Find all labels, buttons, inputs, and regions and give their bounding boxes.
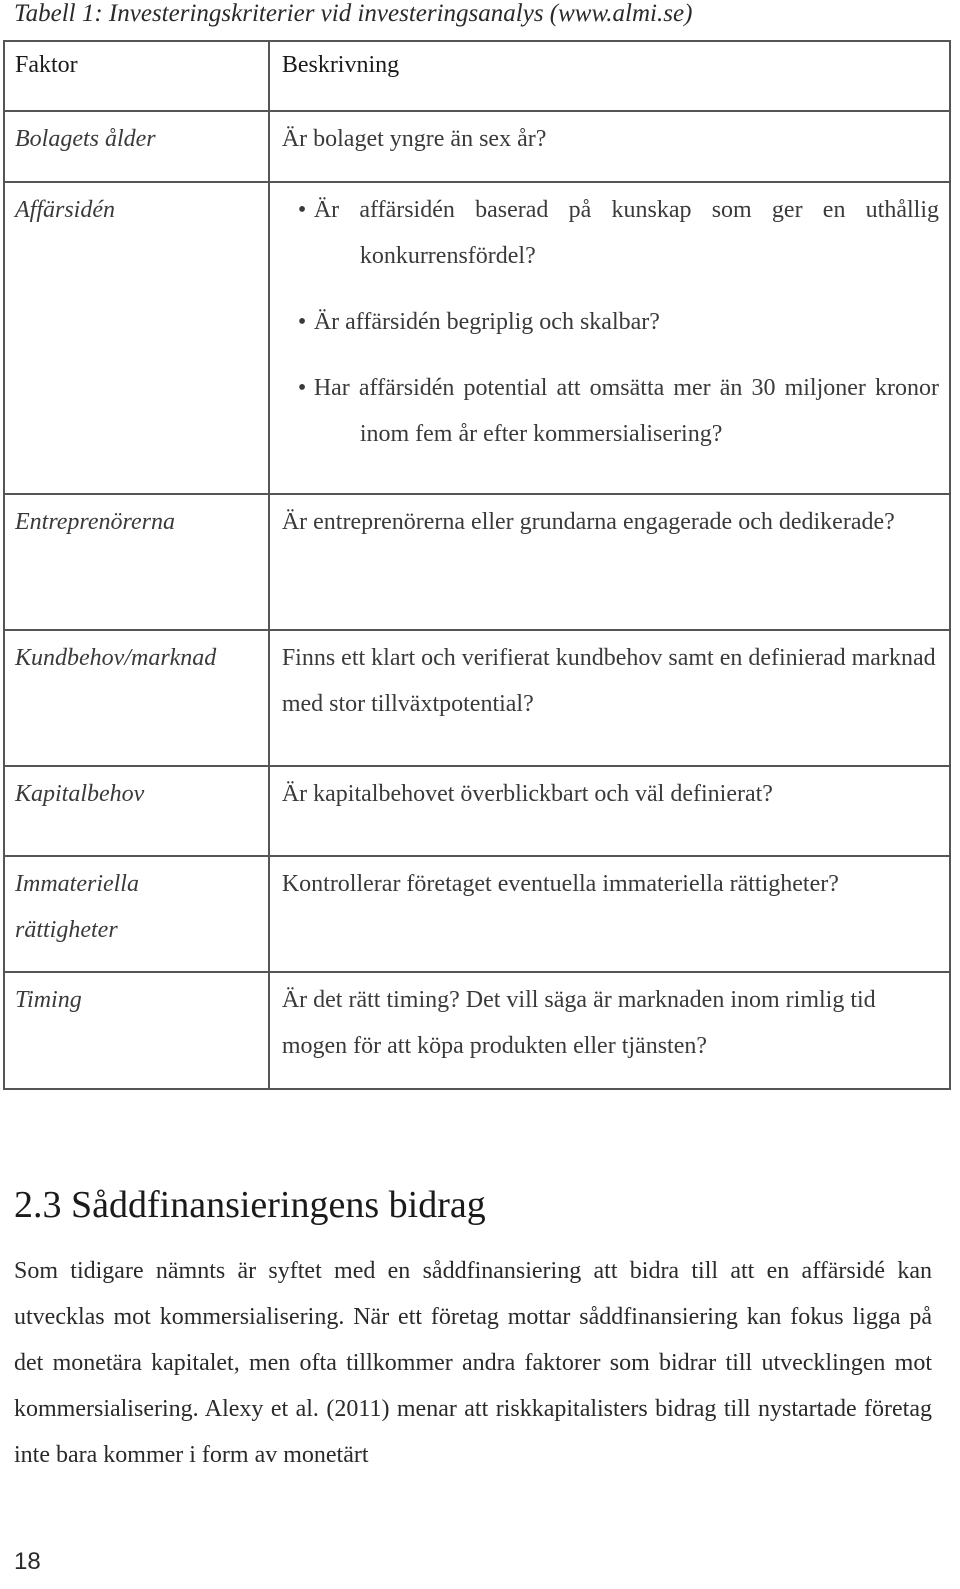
page-number: 18: [14, 1548, 41, 1575]
list-item: [282, 299, 939, 345]
bullet-text: Har affärsidén potential att omsätta mer än 30 miljoner kronor inom fem år efter kommersialisering?: [313, 375, 939, 447]
section-heading: 2.3 Såddfinansieringens bidrag: [14, 1184, 486, 1226]
row-factor: Bolagets ålder: [4, 111, 269, 182]
column-header-description: Beskrivning: [269, 41, 950, 111]
table-row: [4, 630, 950, 766]
row-description: Är det rätt timing? Det vill säga är marknaden inom rimlig tid mogen för att köpa produkten eller tjänsten?: [269, 972, 950, 1089]
table-row: [4, 766, 950, 856]
row-description: [269, 182, 950, 494]
row-factor: Timing: [4, 972, 269, 1089]
row-description: Är kapitalbehovet överblickbart och väl definierat?: [269, 766, 950, 856]
row-factor: Kundbehov/marknad: [4, 630, 269, 766]
table-row: [4, 494, 950, 630]
bullet-list: [282, 187, 939, 457]
row-description: Kontrollerar företaget eventuella immateriella rättigheter?: [269, 856, 950, 972]
row-factor: Immateriella rättigheter: [4, 856, 269, 972]
column-header-factor: Faktor: [4, 41, 269, 111]
body-paragraph: Som tidigare nämnts är syftet med en såddfinansiering att bidra till att en affärsidé kan utvecklas mot kommersialisering. När ett företag mottar såddfinansiering kan fokus ligga på det monetära kapitalet, men ofta tillkommer andra faktorer som bidrar till utvecklingen mot kommersialisering. Alexy et al. (2011) menar att riskkapitalisters bidrag till nystartade företag inte bara kommer i form av monetärt: [14, 1258, 932, 1468]
table-row: [4, 111, 950, 182]
row-description: Är bolaget yngre än sex år?: [269, 111, 950, 182]
row-description: Finns ett klart och verifierat kundbehov samt en definierad marknad med stor tillväxtpotential?: [269, 630, 950, 766]
table-caption: Tabell 1: Investeringskriterier vid investeringsanalys (www.almi.se): [14, 0, 693, 27]
bullet-icon: •: [297, 375, 307, 401]
list-item: [282, 365, 939, 457]
table-row: [4, 972, 950, 1089]
row-factor: Affärsidén: [4, 182, 269, 494]
table-row: [4, 856, 950, 972]
bullet-icon: •: [297, 197, 307, 223]
row-factor: Entreprenörerna: [4, 494, 269, 630]
row-description: Är entreprenörerna eller grundarna engagerade och dedikerade?: [269, 494, 950, 630]
list-item: [282, 187, 939, 279]
table-row: [4, 182, 950, 494]
investment-criteria-table: [3, 40, 951, 1090]
table-header-row: [4, 41, 950, 111]
bullet-text: Är affärsidén baserad på kunskap som ger en uthållig konkurrensfördel?: [313, 197, 939, 269]
bullet-text: Är affärsidén begriplig och skalbar?: [313, 309, 660, 335]
bullet-icon: •: [297, 309, 307, 335]
row-factor: Kapitalbehov: [4, 766, 269, 856]
